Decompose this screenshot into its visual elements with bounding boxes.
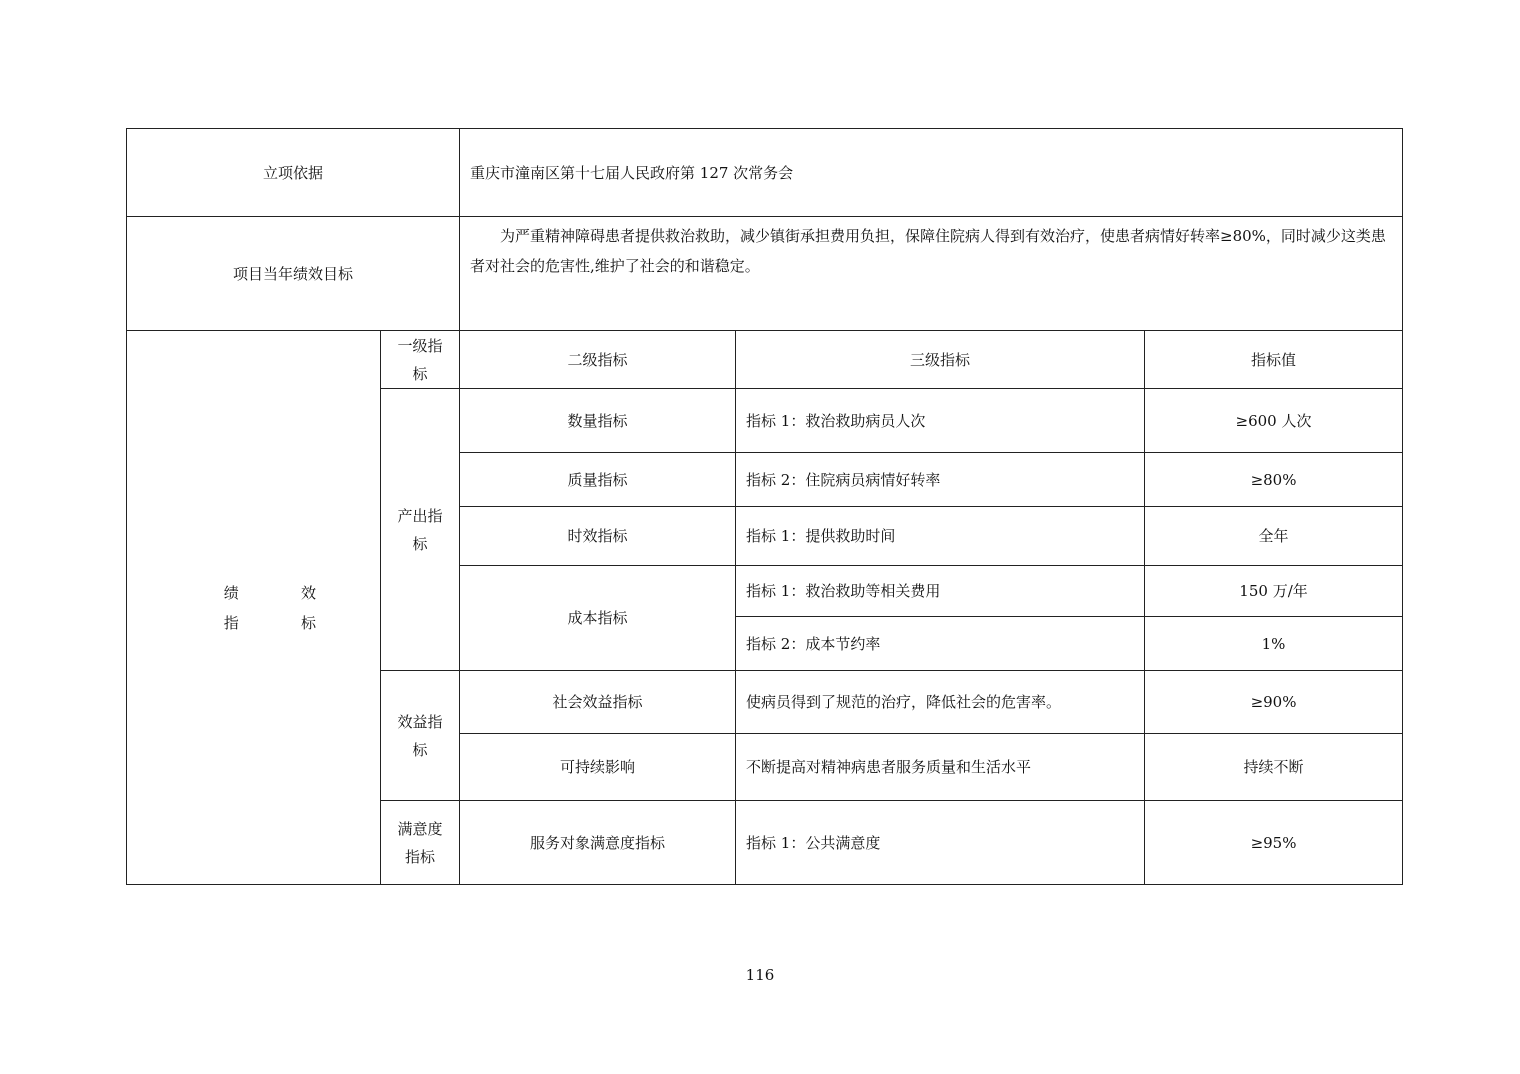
header-level2: 二级指标: [460, 331, 736, 389]
annual-goal-label: 项目当年绩效目标: [127, 217, 460, 331]
quantity-level3: 指标 1：救治救助病员人次: [736, 389, 1145, 453]
project-basis-row: [127, 129, 1403, 217]
label-char: 效: [300, 583, 316, 602]
annual-goal-cell: [460, 217, 1403, 331]
label-char: 指: [223, 613, 239, 632]
social-level3: 使病员得到了规范的治疗，降低社会的危害率。: [736, 671, 1145, 734]
quality-level2: 质量指标: [460, 453, 736, 507]
satisfaction-indicators-label: 满意度指标: [381, 801, 460, 885]
sustainable-level2: 可持续影响: [460, 734, 736, 801]
header-value: 指标值: [1145, 331, 1403, 389]
timeliness-level2: 时效指标: [460, 507, 736, 566]
annual-goal-row: [127, 217, 1403, 331]
timeliness-level3: 指标 1：提供救助时间: [736, 507, 1145, 566]
quantity-value: ≥600 人次: [1145, 389, 1403, 453]
project-basis-label: 立项依据: [127, 129, 460, 217]
benefit-indicators-label: 效益指标: [381, 671, 460, 801]
service-value: ≥95%: [1145, 801, 1403, 885]
cost-row1-level3: 指标 1：救治救助等相关费用: [736, 566, 1145, 617]
social-value: ≥90%: [1145, 671, 1403, 734]
header-level3: 三级指标: [736, 331, 1145, 389]
quality-level3: 指标 2：住院病员病情好转率: [736, 453, 1145, 507]
label-char: 标: [300, 613, 316, 632]
performance-indicators-label-cell: [127, 331, 381, 885]
performance-indicators-label: [137, 579, 370, 637]
cost-level2: 成本指标: [460, 566, 736, 671]
header-row: [127, 331, 1403, 389]
output-indicators-label: 产出指标: [381, 389, 460, 671]
sustainable-level3: 不断提高对精神病患者服务质量和生活水平: [736, 734, 1145, 801]
header-level1: 一级指标: [381, 331, 460, 389]
cost-row1-value: 150 万/年: [1145, 566, 1403, 617]
cost-row2-level3: 指标 2：成本节约率: [736, 617, 1145, 671]
performance-table: [126, 128, 1403, 885]
service-level3: 指标 1：公共满意度: [736, 801, 1145, 885]
cost-row2-value: 1%: [1145, 617, 1403, 671]
timeliness-value: 全年: [1145, 507, 1403, 566]
project-basis-value: 重庆市潼南区第十七届人民政府第 127 次常务会: [460, 129, 1403, 217]
quality-value: ≥80%: [1145, 453, 1403, 507]
quantity-level2: 数量指标: [460, 389, 736, 453]
page-number: 116: [745, 966, 775, 984]
social-level2: 社会效益指标: [460, 671, 736, 734]
annual-goal-text: 为严重精神障碍患者提供救治救助，减少镇街承担费用负担，保障住院病人得到有效治疗，使患者病情好转率≥80%，同时减少这类患者对社会的危害性,维护了社会的和谐稳定。: [470, 227, 1386, 275]
sustainable-value: 持续不断: [1145, 734, 1403, 801]
label-char: 绩: [223, 583, 239, 602]
service-level2: 服务对象满意度指标: [460, 801, 736, 885]
